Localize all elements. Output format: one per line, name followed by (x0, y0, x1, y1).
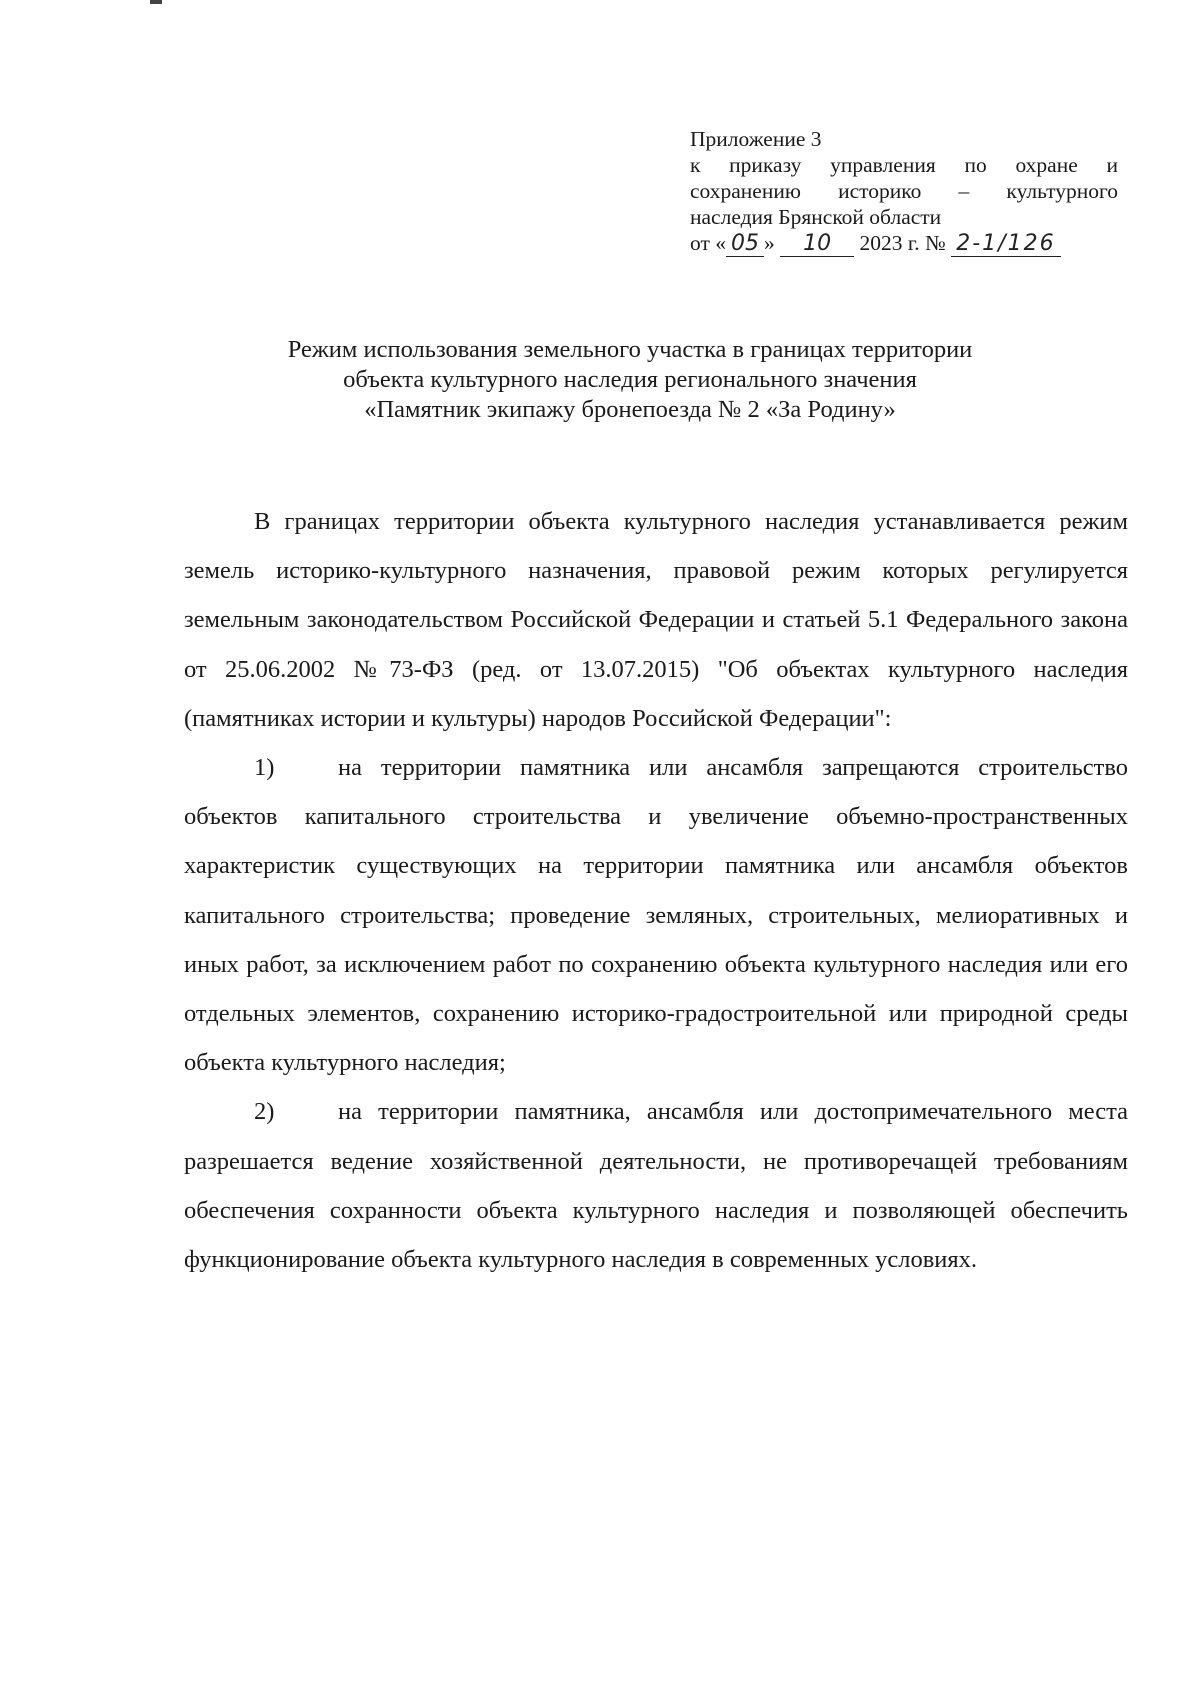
intro-paragraph: В границах территории объекта культурного наследия устанавливается режим земель историко-культурного назначения, правовой режим которых регулируется земельным законодательством Российской Федерации и статьей 5.1 Федерального закона от 25.06.2002 №73-ФЗ (ред. от 13.07.2015) "Об объектах культурного наследия (памятниках истории и культуры) народов Российской Федерации": (184, 508, 1128, 732)
order-date-line (690, 230, 1118, 257)
date-quote-close: » (764, 231, 775, 255)
document-title (180, 335, 1080, 425)
handwritten-month: 10 (780, 232, 854, 257)
handwritten-order-number: 2-1/126 (951, 232, 1061, 257)
list-item (184, 743, 1128, 1087)
list-item-text: на территории памятника или ансамбля запрещаются строительство объектов капитального строительства и увеличение объемно-пространственных характеристик существующих на территории памятника или ансамбля объектов капитального строительства; проведение земляных, строительных, мелиоративных и иных работ, за исключением работ по сохранению объекта культурного наследия или его отдельных элементов, сохранению историко-градостроительной или природной среды объекта культурного наследия; (184, 754, 1128, 1077)
date-prefix: от « (690, 231, 726, 255)
handwritten-day: 05 (726, 232, 764, 257)
list-item-number: 2) (254, 1098, 275, 1126)
list-item (184, 1087, 1128, 1284)
appendix-title: Приложение 3 (690, 127, 822, 151)
appendix-order-line: к приказу управления по охране и (690, 153, 1118, 177)
title-line: объекта культурного наследия регионального значения (343, 366, 917, 393)
title-line: Режим использования земельного участка в границах территории (287, 336, 973, 363)
scan-corner-mark (150, 0, 162, 4)
list-item-number: 1) (254, 754, 275, 782)
appendix-order-line: сохранению историко – культурного (690, 179, 1118, 203)
appendix-order-line: наследия Брянской области (690, 205, 942, 229)
appendix-header (690, 126, 1118, 257)
list-item-text: на территории памятника, ансамбля или достопримечательного места разрешается ведение хозяйственной деятельности, не противоречащей требованиям обеспечения сохранности объекта культурного наследия и позволяющей обеспечить функционирование объекта культурного наследия в современных условиях. (184, 1098, 1128, 1274)
year-text: 2023 г. № (859, 231, 946, 255)
title-line: «Памятник экипажу бронепоезда № 2 «За Родину» (364, 396, 896, 423)
document-body (184, 497, 1128, 1284)
